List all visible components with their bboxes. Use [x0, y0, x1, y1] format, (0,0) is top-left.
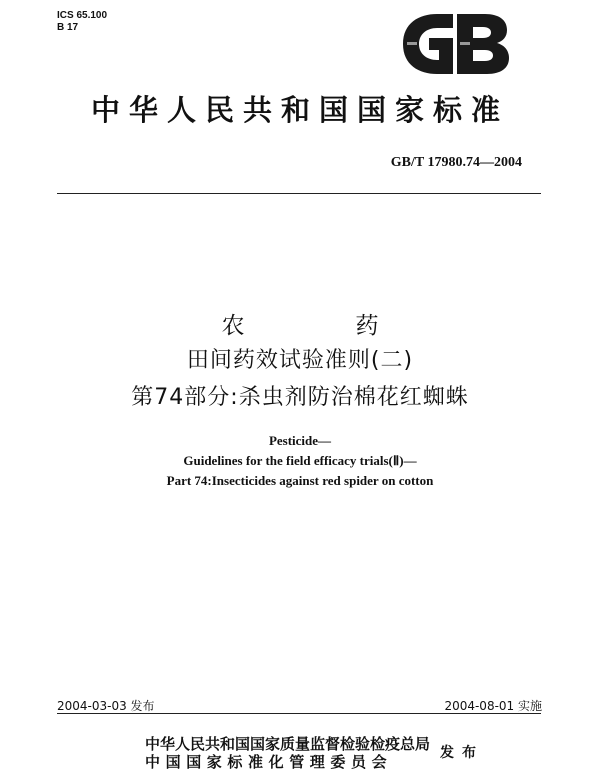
national-standard-title: 中华人民共和国国家标准 — [90, 93, 509, 127]
publish-label: 发布 — [440, 745, 484, 761]
gb-logo — [393, 8, 513, 80]
issuer-aqsiq: 中华人民共和国国家质量监督检验检疫总局 — [145, 735, 431, 753]
bottom-divider — [57, 713, 541, 714]
top-divider — [57, 193, 541, 194]
ics-code: ICS 65.100 — [57, 10, 108, 21]
issuer-sac: 中国国家标准化管理委员会 — [145, 753, 393, 771]
standard-number: GB/T 17980.74—2004 — [390, 155, 522, 170]
title-en-line2: Guidelines for the field efficacy trials(Ⅱ)— — [183, 453, 417, 468]
title-en-line3: Part 74:Insecticides against red spider on cotton — [166, 473, 434, 488]
title-en-line1: Pesticide— — [268, 433, 332, 448]
implementation-date: 2004-08-01 实施 — [444, 699, 542, 713]
title-cn-line3: 第74部分:杀虫剂防治棉花红蜘蛛 — [131, 385, 469, 410]
issue-date: 2004-03-03 发布 — [57, 699, 155, 713]
title-cn-line1: 农 药 — [221, 313, 423, 339]
classification-codes — [57, 10, 107, 34]
title-cn-line2: 田间药效试验准则(二) — [186, 348, 414, 373]
ccs-code: B 17 — [57, 22, 79, 33]
